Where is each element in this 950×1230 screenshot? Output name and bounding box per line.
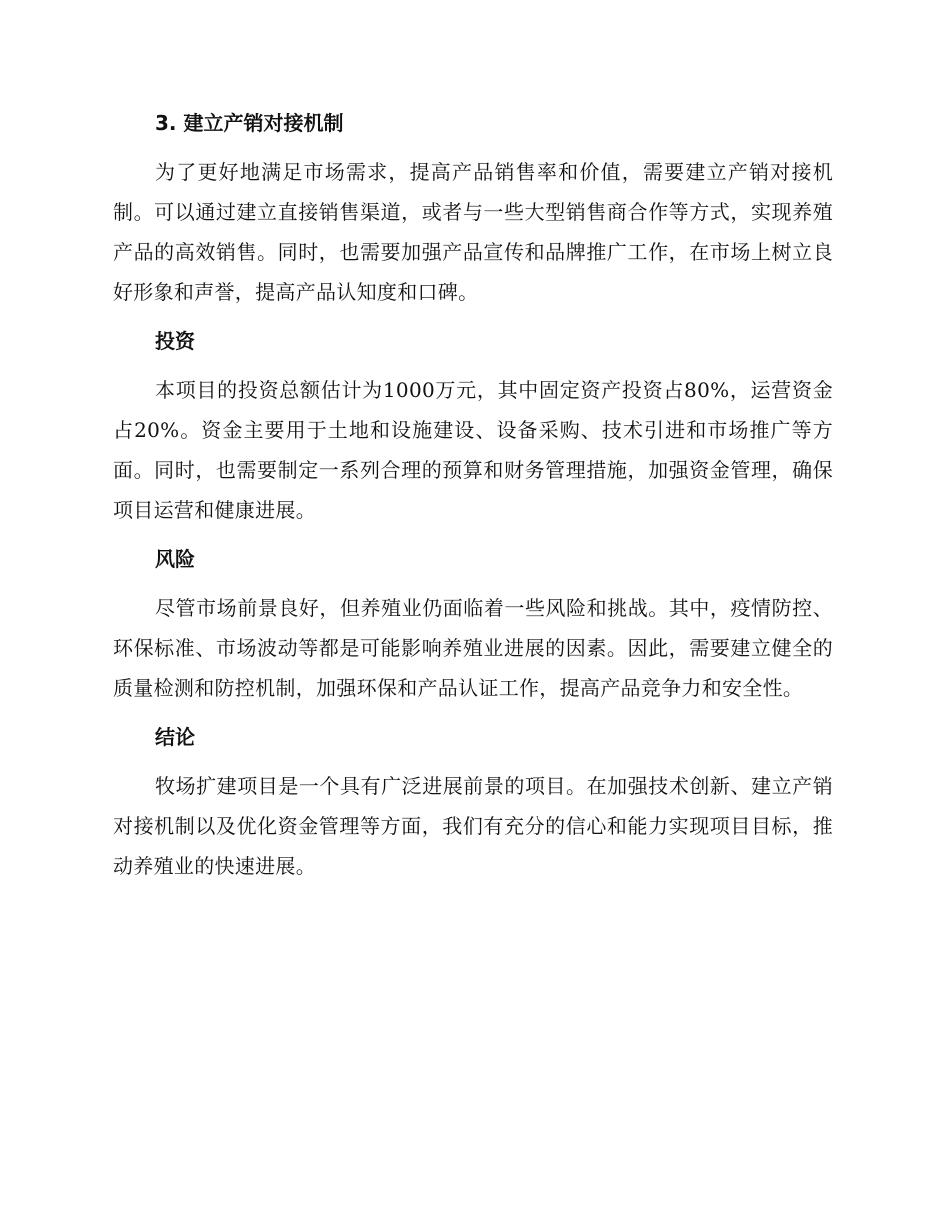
section-paragraph: 本项目的投资总额估计为1000万元，其中固定资产投资占80%，运营资金占20%。资金主要用于土地和设施建设、设备采购、技术引进和市场推广等方面。同时，也需要制定一系列合理的预算和财务管理措施，加强资金管理，确保项目运营和健康进展。 [113,378,833,522]
section-paragraph: 为了更好地满足市场需求，提高产品销售率和价值，需要建立产销对接机制。可以通过建立直接销售渠道，或者与一些大型销售商合作等方式，实现养殖产品的高效销售。同时，也需要加强产品宣传和品牌推广工作，在市场上树立良好形象和声誉，提高产品认知度和口碑。 [113,160,833,304]
section-paragraph: 尽管市场前景良好，但养殖业仍面临着一些风险和挑战。其中，疫情防控、环保标准、市场波动等都是可能影响养殖业进展的因素。因此，需要建立健全的质量检测和防控机制，加强环保和产品认证工作，提高产品竞争力和安全性。 [113,596,833,700]
section-heading: 投资 [155,329,195,353]
section-heading: 3. 建立产销对接机制 [155,111,344,135]
section-paragraph: 牧场扩建项目是一个具有广泛进展前景的项目。在加强技术创新、建立产销对接机制以及优化资金管理等方面，我们有充分的信心和能力实现项目目标，推动养殖业的快速进展。 [113,774,833,878]
section-heading: 结论 [155,725,195,749]
document-page [113,106,833,898]
section-production-sales [113,106,833,312]
section-investment [113,324,833,530]
section-heading: 风险 [155,547,195,571]
section-risk [113,542,833,708]
section-conclusion [113,720,833,886]
